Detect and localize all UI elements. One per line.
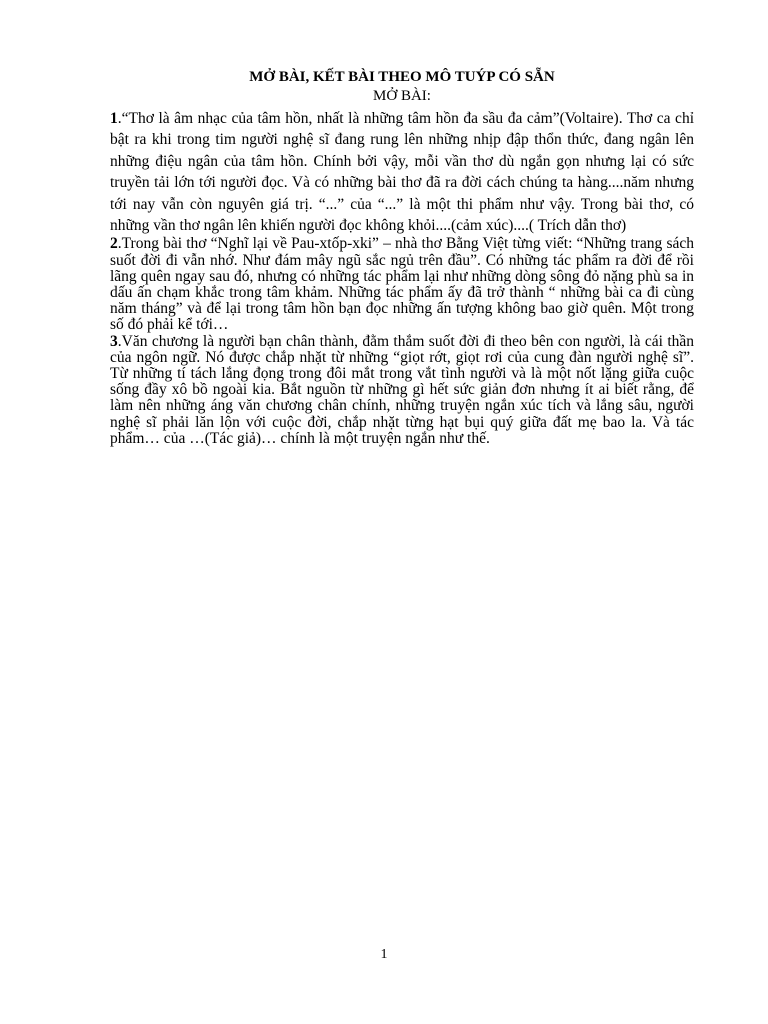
section-heading: MỞ BÀI: — [373, 88, 431, 104]
paragraph-number: 2 — [110, 235, 118, 253]
paragraph-3 — [110, 334, 694, 447]
paragraph-number: 3 — [110, 332, 118, 350]
page-content — [110, 68, 694, 447]
paragraph-text: .“Thơ là âm nhạc của tâm hồn, nhất là những tâm hồn đa sầu đa cảm”(Voltaire). Thơ ca chỉ bật ra khi trong tim người nghệ sĩ đang rung lên những nhịp đập thổn thức, đang ngân lên những điệu ngân của tâm hồn. Chính bởi vậy, mỗi vần thơ dù ngắn gọn nhưng lại có sức truyền tải lớn tới người đọc. Và có những bài thơ đã ra đời cách chúng ta hàng....năm nhưng tới nay vẫn còn nguyên giá trị. “...” của “...” là một thi phẩm như vậy. Trong bài thơ, có những vần thơ ngân lên khiến người đọc không khỏi....(cảm xúc)....( Trích dẫn thơ) — [110, 110, 694, 235]
paragraph-text: .Văn chương là người bạn chân thành, đằm thắm suốt đời đi theo bên con người, là cái thần của ngôn ngữ. Nó được chắp nhặt từ những “giọt rớt, giọt rơi của cung đàn người nghệ sĩ”. Từ những tí tách lắng đọng trong đôi mắt trong vắt tình người và là một nốt lặng giữa cuộc sống đầy xô bồ ngoài kia. Bắt nguồn từ những gì hết sức giản đơn nhưng ít ai biết rằng, để làm nên những áng văn chương chân chính, những truyện ngắn xúc tích và lắng sâu, người nghệ sĩ phải lăn lộn với cuộc đời, chắp nhặt từng hạt bụi quý giữa đất mẹ bao la. Và tác phẩm… của …(Tác giả)… chính là một truyện ngắn như thế. — [110, 332, 694, 447]
paragraph-number: 1 — [110, 110, 118, 127]
paragraph-1 — [110, 108, 694, 236]
paragraph-2 — [110, 236, 694, 333]
document-title: MỞ BÀI, KẾT BÀI THEO MÔ TUÝP CÓ SẴN — [249, 69, 555, 85]
page-number: 1 — [380, 947, 388, 962]
paragraph-text: .Trong bài thơ “Nghĩ lại về Pau-xtốp-xki” – nhà thơ Bằng Việt từng viết: “Những trang sách suốt đời đi vẫn nhớ. Như đám mây ngũ sắc ngủ trên đầu”. Có những tác phẩm ra đời để rồi lãng quên ngay sau đó, nhưng có những tác phẩm lại như những dòng sông đỏ nặng phù sa in dấu ấn chạm khắc trong tâm khảm. Những tác phẩm ấy đã trở thành “ những bài ca đi cùng năm tháng” và để lại trong tâm hồn bạn đọc những ấn tượng không bao giờ quên. Một trong số đó phải kể tới… — [110, 235, 694, 334]
